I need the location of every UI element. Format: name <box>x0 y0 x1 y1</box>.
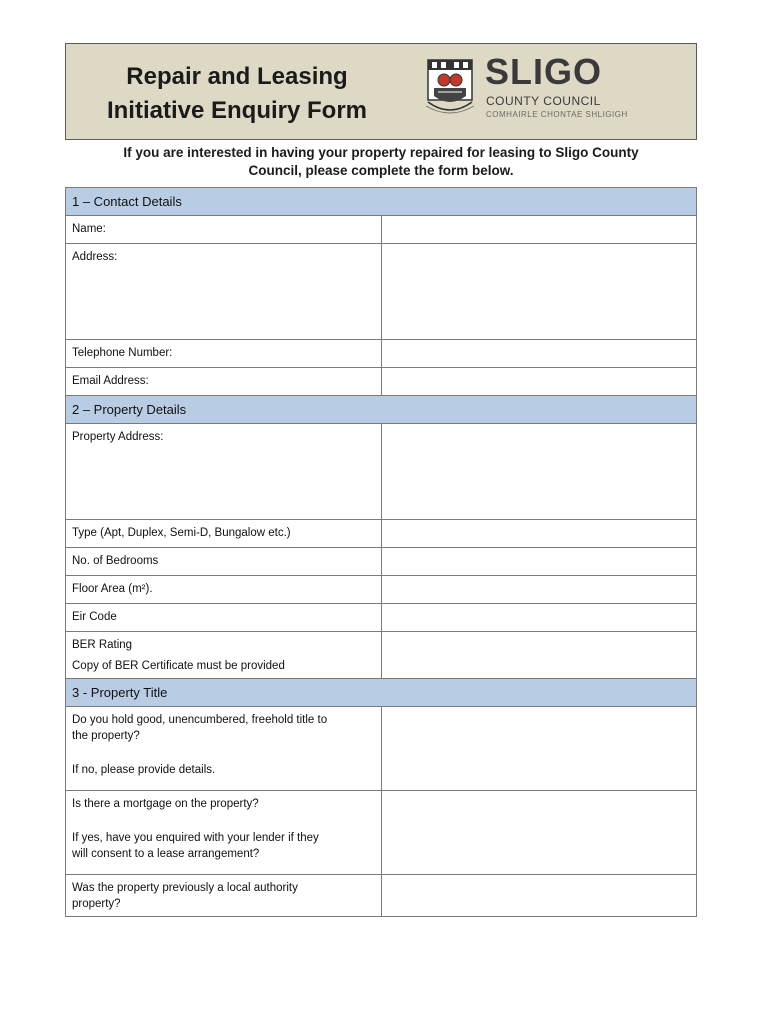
label-eircode: Eir Code <box>66 604 382 632</box>
section-title: 2 – Property Details <box>66 396 697 424</box>
label-type: Type (Apt, Duplex, Semi-D, Bungalow etc.) <box>66 520 382 548</box>
input-floor-area[interactable] <box>381 576 697 604</box>
label-ber <box>66 632 382 679</box>
input-eircode[interactable] <box>381 604 697 632</box>
label-mortgage: Is there a mortgage on the property? If yes, have you enquired with your lender if they will consent to a lease arrangement? <box>66 791 382 875</box>
row-email <box>66 368 697 396</box>
label-property-address: Property Address: <box>66 424 382 520</box>
input-property-address[interactable] <box>381 424 697 520</box>
brand-irish-name: COMHAIRLE CHONTAE SHLIGIGH <box>486 110 628 119</box>
section-contact-header <box>66 188 697 216</box>
input-address[interactable] <box>381 244 697 340</box>
row-telephone <box>66 340 697 368</box>
input-mortgage[interactable] <box>381 791 697 875</box>
freehold-note: If no, please provide details. <box>72 764 216 776</box>
label-freehold: Do you hold good, unencumbered, freehold title to the property? If no, please provide details. <box>66 707 382 791</box>
label-floor-area: Floor Area (m²). <box>66 576 382 604</box>
section-title-header <box>66 679 697 707</box>
input-type[interactable] <box>381 520 697 548</box>
section-title: 1 – Contact Details <box>66 188 697 216</box>
row-local-authority <box>66 875 697 917</box>
label-address: Address: <box>66 244 382 340</box>
row-ber <box>66 632 697 679</box>
section-property-header <box>66 396 697 424</box>
brand-subtitle: COUNTY COUNCIL <box>486 94 601 108</box>
input-local-authority[interactable] <box>381 875 697 917</box>
row-type <box>66 520 697 548</box>
label-email: Email Address: <box>66 368 382 396</box>
input-name[interactable] <box>381 216 697 244</box>
intro-text: If you are interested in having your property repaired for leasing to Sligo County Council, please complete the form below. <box>123 145 639 178</box>
input-ber[interactable] <box>381 632 697 679</box>
brand-name: SLIGO <box>485 51 603 92</box>
row-mortgage <box>66 791 697 875</box>
section-title: 3 - Property Title <box>66 679 697 707</box>
input-telephone[interactable] <box>381 340 697 368</box>
row-name <box>66 216 697 244</box>
row-bedrooms <box>66 548 697 576</box>
row-floor-area <box>66 576 697 604</box>
label-bedrooms: No. of Bedrooms <box>66 548 382 576</box>
input-freehold[interactable] <box>381 707 697 791</box>
sligo-crest-icon <box>424 56 476 120</box>
label-name: Name: <box>66 216 382 244</box>
form-header <box>65 43 697 140</box>
row-eircode <box>66 604 697 632</box>
ber-rating-label: BER Rating <box>72 639 133 651</box>
input-email[interactable] <box>381 368 697 396</box>
ber-note: Copy of BER Certificate must be provided <box>72 660 285 672</box>
row-address <box>66 244 697 340</box>
enquiry-form-table <box>65 187 697 917</box>
input-bedrooms[interactable] <box>381 548 697 576</box>
row-property-address <box>66 424 697 520</box>
form-title: Repair and Leasing Initiative Enquiry Form <box>106 63 368 124</box>
row-freehold <box>66 707 697 791</box>
label-local-authority: Was the property previously a local authority property? <box>66 875 382 917</box>
label-telephone: Telephone Number: <box>66 340 382 368</box>
